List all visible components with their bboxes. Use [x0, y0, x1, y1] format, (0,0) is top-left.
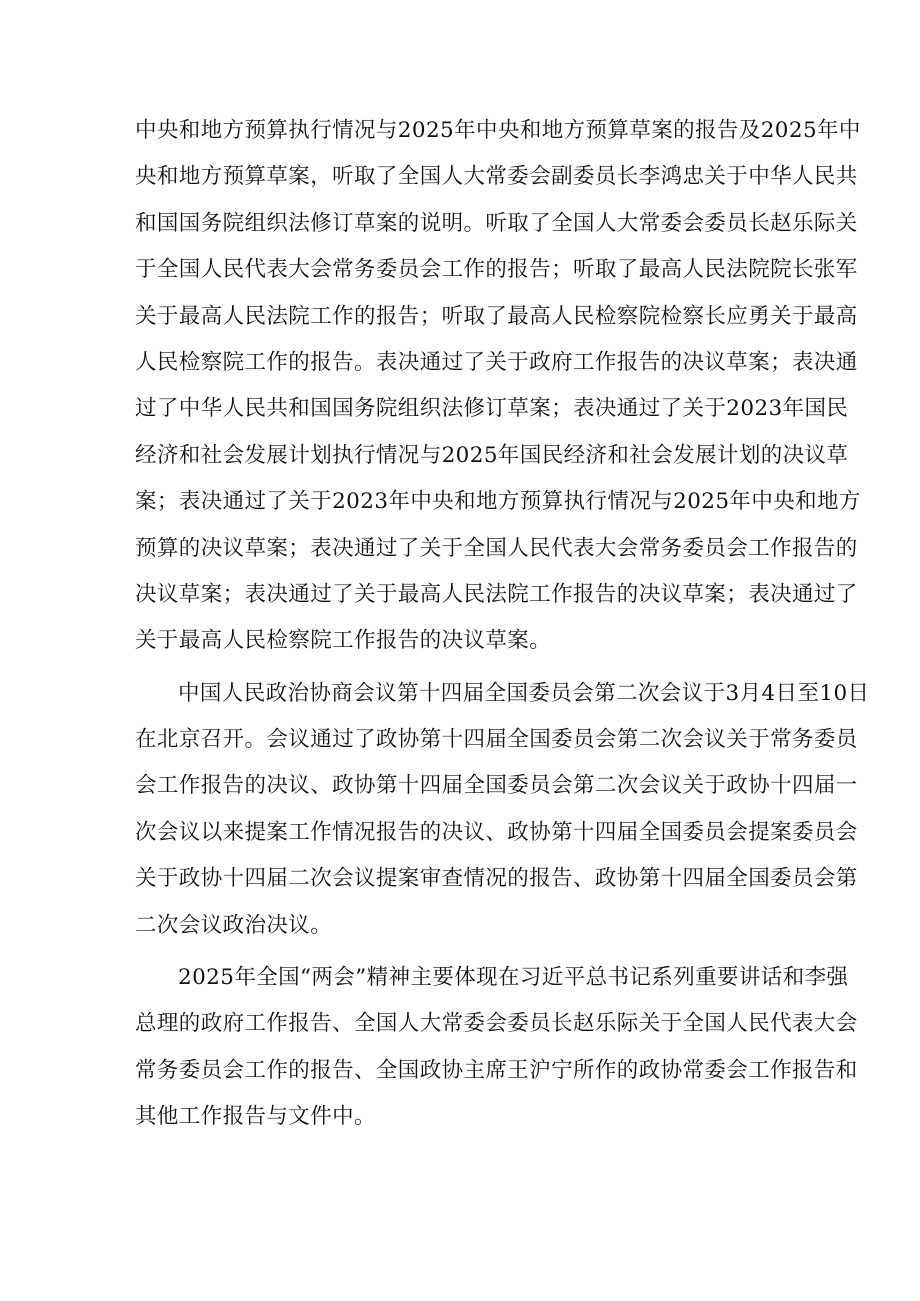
- paragraph-cppcc-session: [135, 671, 870, 949]
- paragraph-budget-resolutions: [135, 108, 861, 665]
- text-line: 次会议以来提案工作情况报告的决议、政协第十四届全国委员会提案委员会: [135, 819, 858, 845]
- text-line: 中国人民政治协商会议第十四届全国委员会第二次会议于3月4日至10日: [178, 680, 870, 706]
- document-body: [135, 108, 870, 1141]
- text-line: 和国国务院组织法修订草案的说明。听取了全国人大常委会委员长赵乐际关: [135, 210, 858, 236]
- text-line: 案；表决通过了关于2023年中央和地方预算执行情况与2025年中央和地方: [135, 489, 861, 515]
- text-line: 常务委员会工作的报告、全国政协主席王沪宁所作的政协常委会工作报告和: [135, 1057, 858, 1083]
- paragraph-two-sessions-spirit: [135, 955, 858, 1141]
- text-line: 会工作报告的决议、政协第十四届全国委员会第二次会议关于政协十四届一: [135, 773, 858, 799]
- text-line: 2025年全国“两会”精神主要体现在习近平总书记系列重要讲话和李强: [178, 965, 849, 991]
- text-line: 人民检察院工作的报告。表决通过了关于政府工作报告的决议草案；表决通: [135, 349, 858, 375]
- text-line: 央和地方预算草案，听取了全国人大常委会副委员长李鸿忠关于中华人民共: [135, 164, 858, 190]
- text-line: 关于最高人民检察院工作报告的决议草案。: [135, 628, 552, 654]
- text-line: 总理的政府工作报告、全国人大常委会委员长赵乐际关于全国人民代表大会: [135, 1011, 858, 1037]
- text-line: 经济和社会发展计划执行情况与2025年国民经济和社会发展计划的决议草: [135, 442, 849, 468]
- text-line: 关于政协十四届二次会议提案审查情况的报告、政协第十四届全国委员会第: [135, 866, 858, 892]
- text-line: 其他工作报告与文件中。: [135, 1104, 376, 1130]
- text-line: 二次会议政治决议。: [135, 912, 333, 938]
- text-line: 过了中华人民共和国国务院组织法修订草案；表决通过了关于2023年国民: [135, 396, 849, 422]
- text-line: 在北京召开。会议通过了政协第十四届全国委员会第二次会议关于常务委员: [135, 727, 858, 753]
- text-line: 中央和地方预算执行情况与2025年中央和地方预算草案的报告及2025年中: [135, 118, 861, 143]
- text-line: 预算的决议草案；表决通过了关于全国人民代表大会常务委员会工作报告的: [135, 535, 858, 561]
- text-line: 决议草案；表决通过了关于最高人民法院工作报告的决议草案；表决通过了: [135, 581, 858, 607]
- text-line: 关于最高人民法院工作的报告；听取了最高人民检察院检察长应勇关于最高: [135, 303, 858, 329]
- text-line: 于全国人民代表大会常务委员会工作的报告；听取了最高人民法院院长张军: [135, 257, 858, 283]
